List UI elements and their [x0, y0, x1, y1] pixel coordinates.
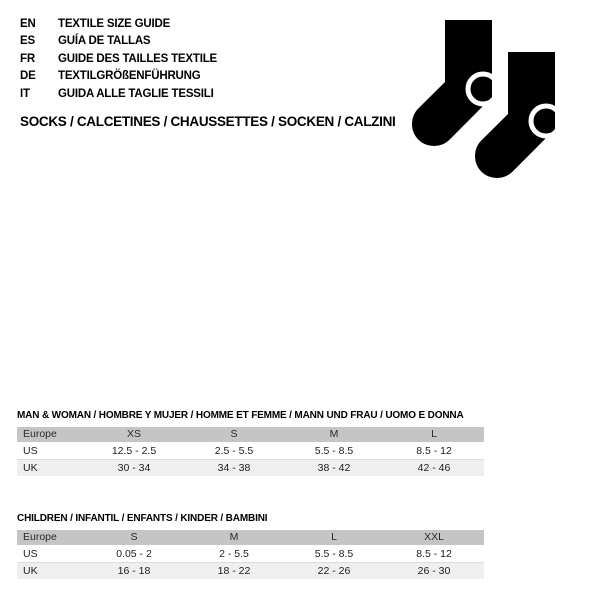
size-value: 8.5 - 12	[416, 547, 452, 560]
category-title: SOCKS / CALCETINES / CHAUSSETTES / SOCKEN / CALZINI	[20, 114, 396, 129]
table-header-row	[17, 427, 484, 442]
lang-code: FR	[20, 52, 35, 65]
row-label: US	[23, 444, 38, 457]
size-value: 12.5 - 2.5	[111, 444, 157, 457]
table-title-man-woman: MAN & WOMAN / HOMBRE Y MUJER / HOMME ET FEMME / MANN UND FRAU / UOMO E DONNA	[17, 410, 464, 421]
header-cell-size: M	[329, 428, 339, 441]
header-cell-size: M	[229, 531, 239, 544]
size-value: 30 - 34	[117, 461, 151, 474]
header-cell-size: L	[331, 531, 337, 544]
size-table-children	[17, 530, 484, 579]
size-value: 2 - 5.5	[219, 547, 249, 560]
row-label: US	[23, 547, 38, 560]
size-value: 34 - 38	[217, 461, 251, 474]
row-label: UK	[23, 461, 38, 474]
header-cell-region: Europe	[23, 428, 57, 441]
lang-label: TEXTILGRÖßENFÜHRUNG	[58, 70, 201, 83]
table-row-us	[17, 546, 484, 563]
lang-row-de	[20, 68, 217, 86]
size-value: 5.5 - 8.5	[314, 547, 354, 560]
size-value: 18 - 22	[217, 564, 251, 577]
lang-code: DE	[20, 70, 36, 83]
row-label: UK	[23, 564, 38, 577]
header-cell-size: L	[431, 428, 437, 441]
table-title-children: CHILDREN / INFANTIL / ENFANTS / KINDER / BAMBINI	[17, 513, 268, 524]
lang-code: ES	[20, 35, 35, 48]
size-value: 22 - 26	[317, 564, 351, 577]
header-cell-size: S	[130, 531, 138, 544]
header-cell-region: Europe	[23, 531, 57, 544]
size-value: 38 - 42	[317, 461, 351, 474]
size-value: 5.5 - 8.5	[314, 444, 354, 457]
lang-row-fr	[20, 50, 217, 68]
size-table-man-woman	[17, 427, 484, 476]
lang-label: GUIDE DES TAILLES TEXTILE	[58, 52, 217, 65]
table-header-row	[17, 530, 484, 545]
lang-code: EN	[20, 17, 36, 30]
lang-label: TEXTILE SIZE GUIDE	[58, 17, 171, 30]
table-section-man-woman	[17, 410, 484, 476]
table-row-uk	[17, 563, 484, 579]
lang-row-en	[20, 15, 217, 33]
socks-icon	[398, 12, 570, 192]
lang-code: IT	[20, 87, 30, 100]
lang-row-it	[20, 85, 217, 103]
size-value: 42 - 46	[417, 461, 451, 474]
table-section-children	[17, 513, 484, 579]
table-row-uk	[17, 460, 484, 476]
size-value: 26 - 30	[417, 564, 451, 577]
header-cell-size: XXL	[424, 531, 444, 544]
header-cell-size: S	[230, 428, 238, 441]
lang-row-es	[20, 33, 217, 51]
size-value: 0.05 - 2	[116, 547, 152, 560]
lang-label: GUIDA ALLE TAGLIE TESSILI	[58, 87, 214, 100]
lang-label: GUÍA DE TALLAS	[58, 35, 151, 48]
language-guide-list	[20, 15, 217, 103]
header-cell-size: XS	[126, 428, 141, 441]
size-value: 8.5 - 12	[416, 444, 452, 457]
table-row-us	[17, 443, 484, 460]
size-value: 2.5 - 5.5	[214, 444, 254, 457]
size-value: 16 - 18	[117, 564, 151, 577]
